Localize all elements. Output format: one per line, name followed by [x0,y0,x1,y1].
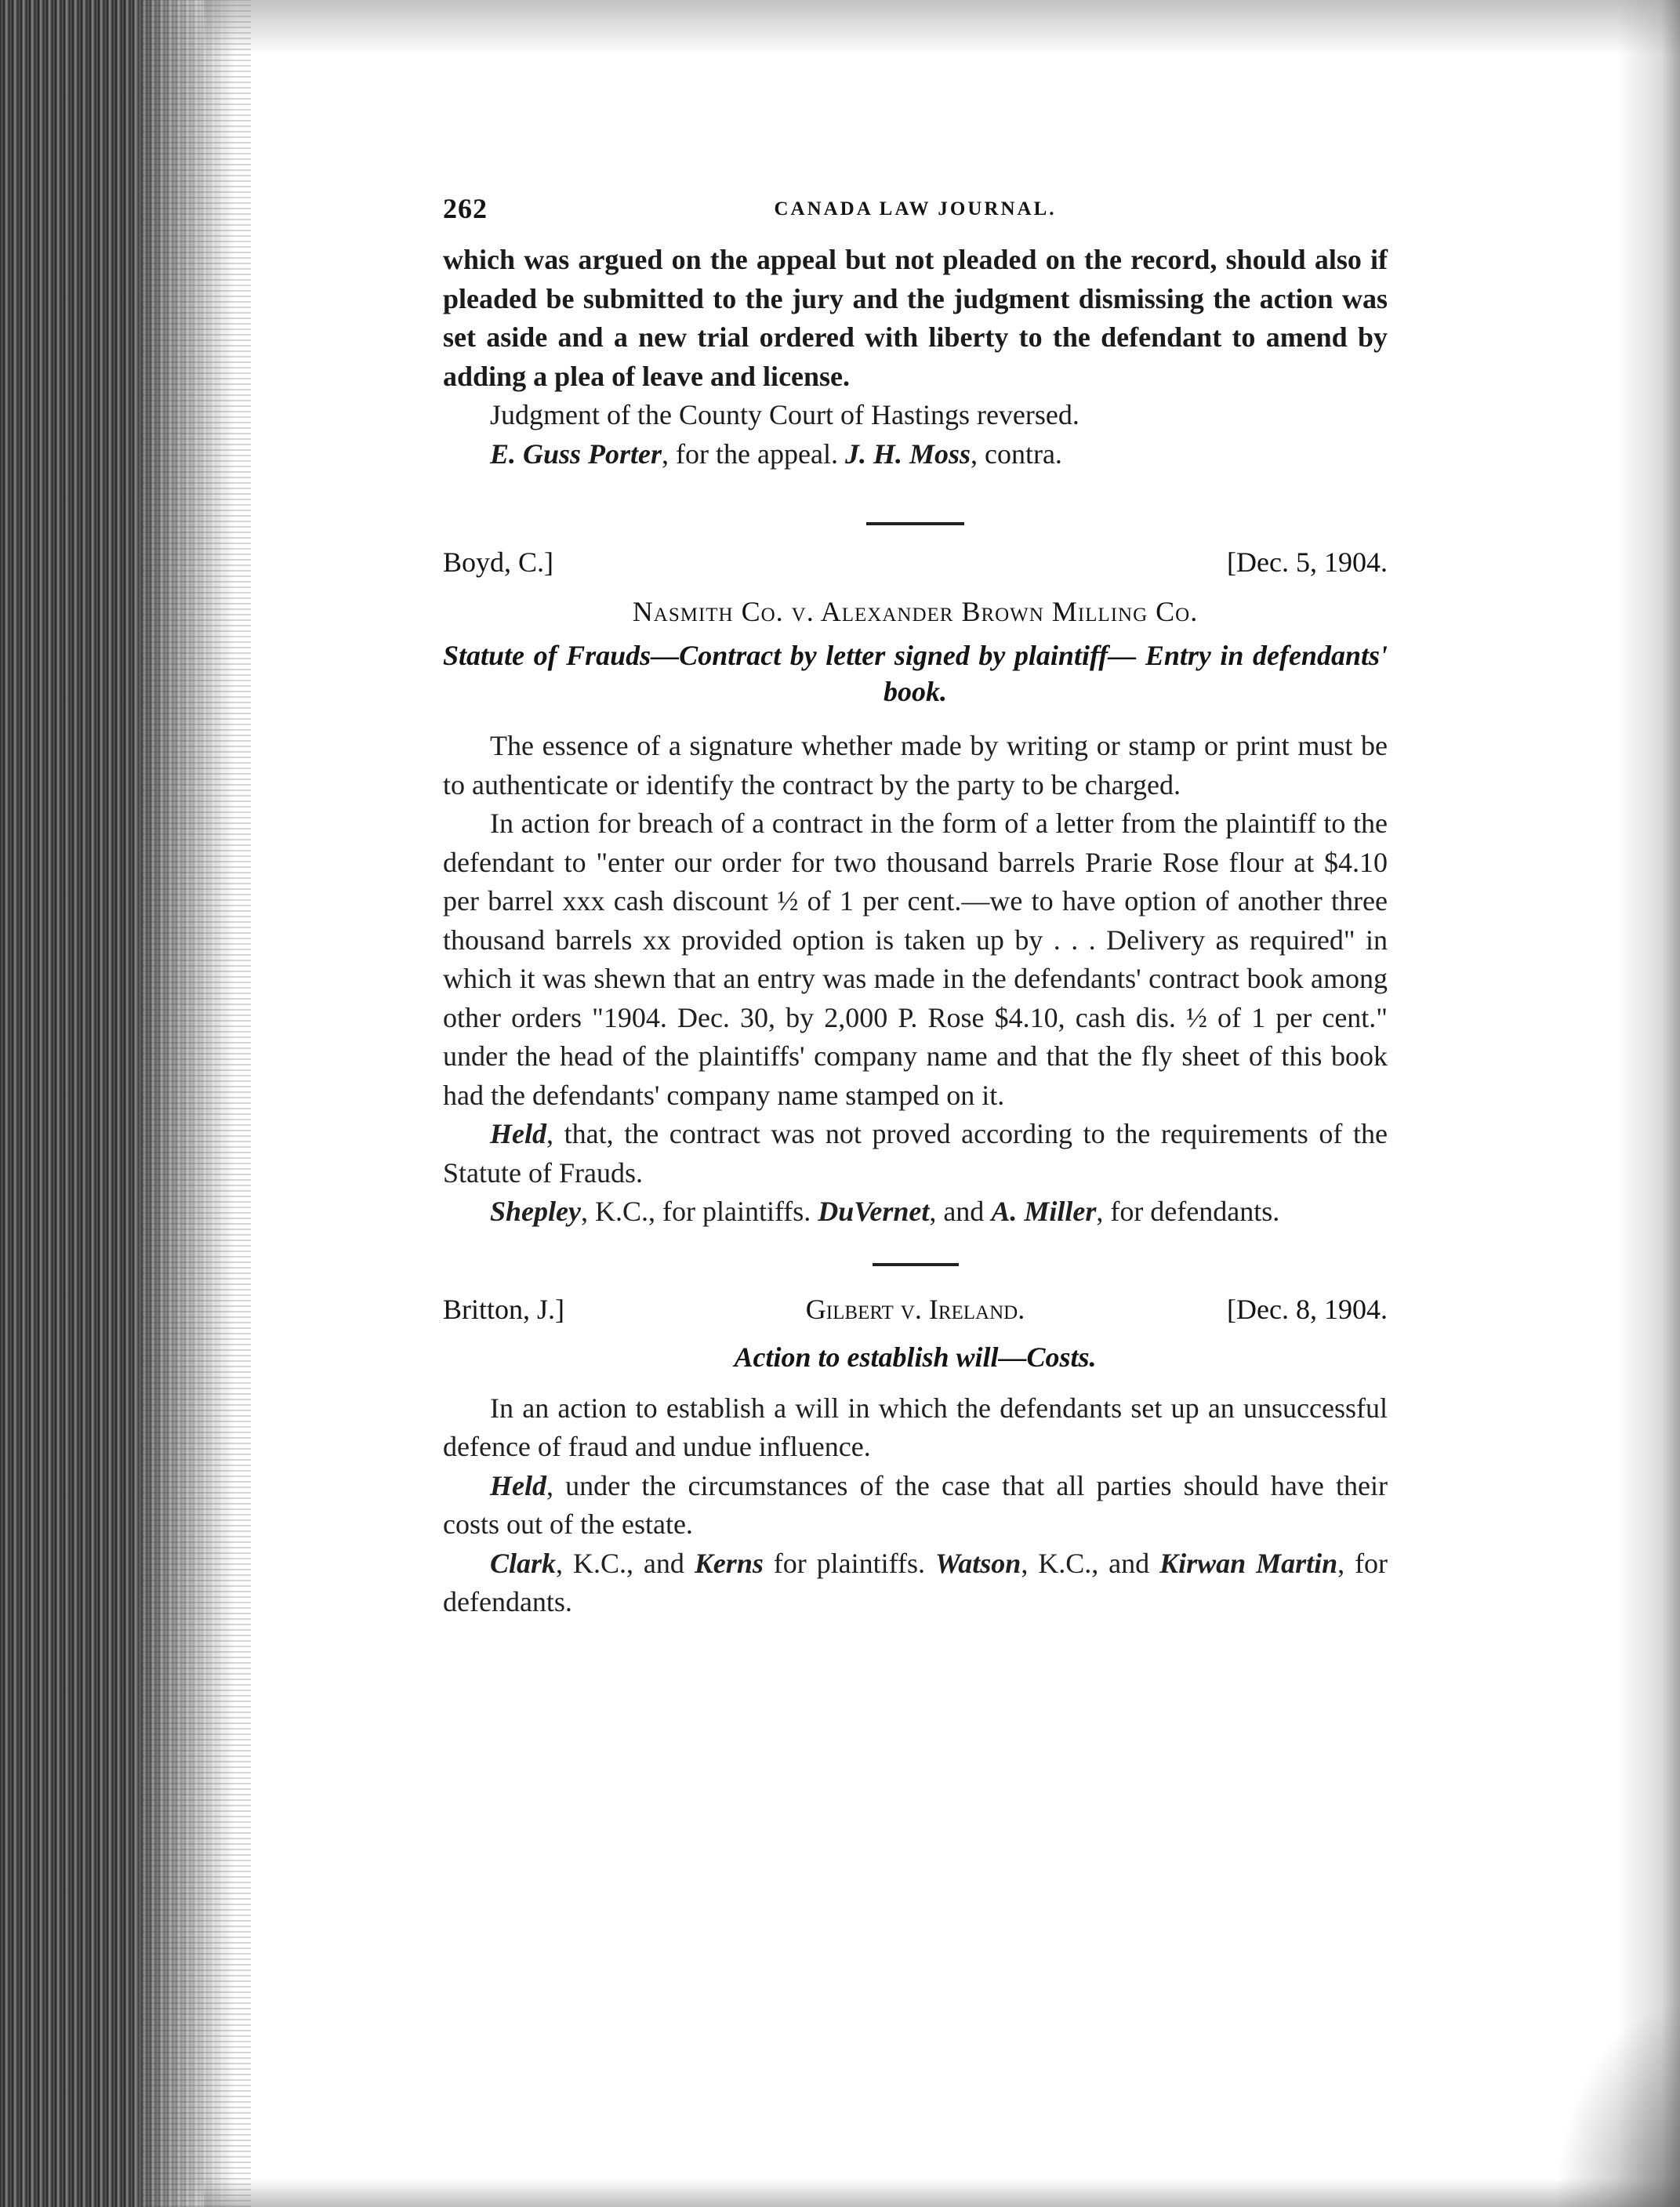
counsel-appellant-role: , for the appeal. [662,437,838,470]
case1-counsel-defendant-2: A. Miller [991,1196,1097,1227]
case1-counsel-defendant-role: , for defendants. [1096,1196,1280,1227]
case2-held [443,1467,1388,1545]
case1-held-text: , that, the contract was not proved according to the requirements of the Statute of Frauds. [443,1118,1388,1189]
case2-counsel-plaintiff-2: Kerns [694,1547,764,1579]
case2-date: [Dec. 8, 1904. [1227,1293,1388,1325]
gutter-texture [141,0,251,2207]
counsel-line [443,435,1388,474]
case1-body [443,727,1388,1232]
counsel-respondent-role: , contra. [970,437,1062,470]
continued-case [443,241,1388,474]
scan-bottom-edge [204,2179,1680,2207]
case1-paragraph-1: The essence of a signature whether made by writing or stamp or print must be to authenticate or identify the contract by the party to be charged. [443,730,1388,800]
case1-held [443,1115,1388,1192]
page-body [443,192,1388,1622]
case1-date: [Dec. 5, 1904. [1227,546,1388,578]
case2-paragraph: In an action to establish a will in which the defendants set up an unsuccessful defence of fraud and undue influence. [443,1392,1388,1462]
case2-counsel-plaintiff-mid: , K.C., and [556,1547,684,1579]
case2-counsel-defendant-2: Kirwan Martin [1159,1547,1338,1579]
scan-right-edge [1617,0,1680,2207]
case1-judge: Boyd, C.] [443,546,554,578]
case2-counsel-defendant-mid: , K.C., and [1021,1547,1150,1579]
page-number: 262 [443,193,488,224]
case1-held-label: Held [490,1118,546,1149]
case2-held-text: , under the circumstances of the case that all parties should have their costs out of the estate. [443,1469,1388,1540]
journal-title: CANADA LAW JOURNAL. [774,198,1057,220]
case1-header [443,546,1388,584]
case2-topic: Action to establish will—Costs. [734,1341,1097,1373]
case1-topic: Statute of Frauds—Contract by letter signed by plaintiff— Entry in defendants' book. [443,640,1388,707]
case1-title: Nasmith Co. v. Alexander Brown Milling Co. [632,596,1199,627]
case2-counsel-defendant-1: Watson [934,1547,1021,1579]
case1-counsel [443,1192,1388,1232]
case1-counsel-and: , and [929,1196,985,1227]
case1-counsel-plaintiff-role: , K.C., for plaintiffs. [580,1196,811,1227]
case2-counsel-plaintiff-role: for plaintiffs. [773,1547,926,1579]
case2-body [443,1389,1388,1622]
judgment-line: Judgment of the County Court of Hastings reversed. [490,399,1079,430]
counsel-appellant: E. Guss Porter [490,437,662,470]
case2-header [443,1293,1388,1331]
scan-corner-shadow [1555,2003,1680,2207]
case2-title: Gilbert v. Ireland. [805,1293,1025,1325]
case2-counsel-defendant-role: , for defendants. [443,1547,1388,1617]
case2-judge: Britton, J.] [443,1293,565,1325]
case2-held-label: Held [490,1469,546,1501]
case1-counsel-defendant-1: DuVernet [818,1196,930,1227]
scan-top-edge [204,0,1680,55]
counsel-respondent: J. H. Moss [844,437,971,470]
continued-paragraph: which was argued on the appeal but not pleaded on the record, should also if pleaded be submitted to the jury and the judgment dismissing the action was set aside and a new trial ordered with liberty to the defendant to amend by adding a plea of leave and license. [443,244,1388,392]
case2-counsel [443,1545,1388,1622]
case1-counsel-plaintiff: Shepley [490,1196,581,1227]
running-head [443,192,1388,239]
case1-paragraph-2: In action for breach of a contract in the form of a letter from the plaintiff to the defendant to "enter our order for two thousand barrels Prarie Rose flour at $4.10 per barrel xxx cash discount ½ of 1 per cent.—we to have option of another three thousand barrels xx provided option is taken up by . . . Delivery as required" in which it was shewn that an entry was made in the defendants' contract book among other orders "1904. Dec. 30, by 2,000 P. Rose $4.10, cash dis. ½ of 1 per cent." under the head of the plaintiffs' company name and that the fly sheet of this book had the defendants' company name stamped on it. [443,808,1388,1111]
case2-counsel-plaintiff-1: Clark [490,1547,557,1579]
